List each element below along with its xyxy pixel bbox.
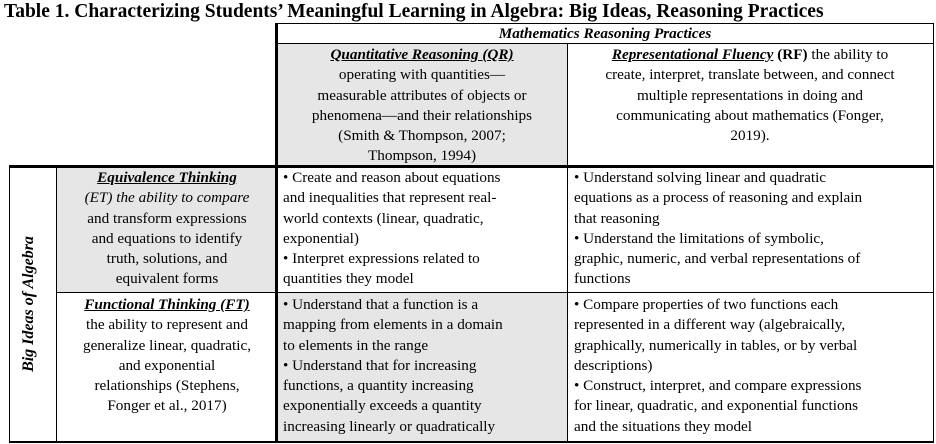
qr-desc-line: phenomena—and their relationships [311, 106, 533, 124]
side-label [10, 166, 48, 441]
ft-qr-cell [283, 295, 565, 437]
ft-qr-line: • Understand that for increasing [283, 356, 477, 374]
qr-desc-line: operating with quantities— [338, 66, 506, 84]
rule-left-outer [9, 165, 10, 443]
et-desc-line: truth, solutions, and [106, 250, 228, 268]
ft-qr-line: increasing linearly or quadratically [283, 417, 496, 435]
ft-rf-line: descriptions) [574, 356, 653, 374]
practices-header-label: Mathematics Reasoning Practices [498, 25, 712, 42]
ft-rf-line: represented in a different way (algebraically, [574, 316, 846, 334]
et-qr-line: • Interpret expressions related to [283, 250, 480, 268]
ft-desc-line: Fonger et al., 2017) [107, 397, 227, 415]
rf-header-name: Representational Fluency [611, 46, 774, 63]
rf-desc-line: communicating about mathematics (Fonger, [616, 106, 884, 124]
et-desc-line: equivalent forms [115, 270, 219, 288]
et-rf-line: functions [574, 270, 631, 288]
rf-header-abbr: (RF) [777, 46, 808, 63]
et-desc-line: and equations to identify [91, 229, 243, 247]
rule-row-divider [56, 292, 934, 293]
rule-under-practices [276, 43, 934, 44]
rf-desc-first: the ability to [807, 46, 889, 63]
qr-desc-line: Thompson, 1994) [368, 147, 476, 165]
ft-desc-line: and exponential [118, 356, 216, 374]
et-rf-cell [574, 168, 932, 290]
ft-desc-line: relationships (Stephens, [94, 377, 240, 395]
rf-desc-line: 2019). [730, 127, 770, 145]
side-label-text: Big Ideas of Algebra [20, 235, 38, 372]
et-qr-line: and inequalities that represent real- [283, 189, 497, 207]
ft-rf-line: • Construct, interpret, and compare expressions [574, 377, 862, 395]
qr-desc-line: measurable attributes of objects or [317, 86, 527, 104]
rule-mid [567, 43, 568, 443]
ft-rf-cell [574, 295, 932, 437]
rule-bottom [9, 441, 934, 443]
rule-right [933, 23, 934, 443]
et-rf-line: equations as a process of reasoning and explain [574, 189, 863, 207]
qr-header [277, 44, 567, 167]
rf-desc-line: multiple representations in doing and [636, 86, 864, 104]
et-name: Equivalence Thinking [97, 169, 237, 186]
ft-qr-line: • Understand that a function is a [283, 296, 479, 313]
et-row-label [57, 168, 277, 290]
qr-desc-line: (Smith & Thompson, 2007; [338, 127, 506, 145]
ft-rf-line: graphically, numerically in tables, or by verbal [574, 336, 858, 354]
ft-name: Functional Thinking (FT) [84, 296, 250, 313]
ft-rf-line: for linear, quadratic, and exponential functions [574, 397, 859, 415]
rule-header-bottom [9, 165, 934, 168]
ft-desc-line: generalize linear, quadratic, [82, 336, 252, 354]
ft-qr-line: functions, a quantity increasing [283, 377, 474, 395]
ft-qr-line: mapping from elements in a domain [283, 316, 503, 334]
et-rf-line: • Understand the limitations of symbolic, [574, 229, 824, 247]
qr-header-name: Quantitative Reasoning (QR) [330, 46, 514, 63]
rule-top [276, 23, 934, 24]
practices-header [277, 24, 933, 44]
et-qr-line: exponential) [283, 229, 359, 247]
ft-qr-line: to elements in the range [283, 336, 429, 354]
et-rf-line: graphic, numeric, and verbal representations of [574, 250, 861, 268]
ft-rf-line: • Compare properties of two functions each [574, 296, 839, 313]
et-rf-line: that reasoning [574, 209, 660, 227]
et-desc-line: (ET) the ability to compare [84, 189, 250, 207]
et-rf-line: • Understand solving linear and quadratic [574, 169, 827, 186]
et-desc-line: and transform expressions [87, 209, 247, 227]
ft-row-label [57, 295, 277, 417]
rule-side-label [56, 165, 57, 443]
ft-qr-line: exponentially exceeds a quantity [283, 397, 482, 415]
rf-header [567, 44, 933, 146]
et-qr-line: quantities they model [283, 270, 414, 288]
table-title: Table 1. Characterizing Students’ Meaningful Learning in Algebra: Big Ideas, Reasoning Practices [4, 1, 824, 22]
et-qr-cell [283, 168, 565, 290]
ft-rf-line: and the situations they model [574, 417, 753, 435]
ft-desc-line: the ability to represent and [86, 316, 248, 334]
et-qr-line: world contexts (linear, quadratic, [283, 209, 484, 227]
et-qr-line: • Create and reason about equations [283, 169, 501, 186]
rule-left-header [275, 23, 278, 443]
rf-desc-line: create, interpret, translate between, and connect [605, 66, 895, 84]
